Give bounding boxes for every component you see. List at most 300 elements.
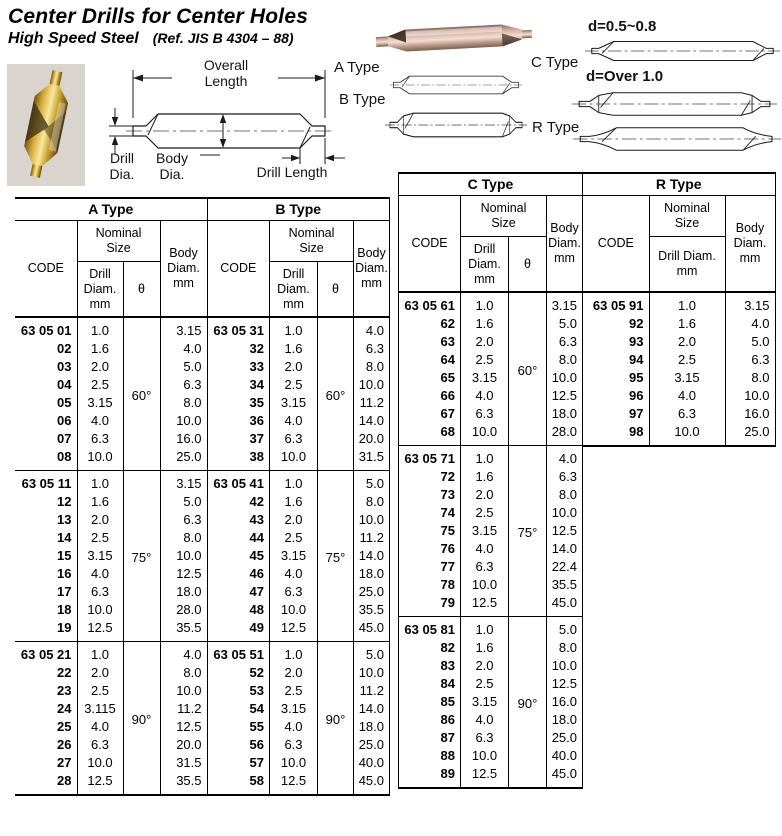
b-type-label: B Type <box>339 91 386 108</box>
body-diam-cell: 45.0 <box>547 594 583 617</box>
code-cell: 63 05 61 <box>399 292 461 315</box>
table-head <box>399 173 583 292</box>
code-cell: 49 <box>208 619 270 642</box>
code-cell: 94 <box>583 351 649 369</box>
col-drill-diam: Drill Diam. mm <box>649 237 725 293</box>
drill-diam-cell: 1.0 <box>270 317 318 340</box>
table-row <box>15 754 207 772</box>
drill-diam-cell: 2.5 <box>461 351 509 369</box>
table-row <box>399 747 583 765</box>
theta-cell: 75° <box>123 471 160 642</box>
drill-diam-cell: 4.0 <box>461 540 509 558</box>
code-cell: 13 <box>15 511 77 529</box>
table-row <box>399 693 583 711</box>
drill-diam-cell: 3.15 <box>270 394 318 412</box>
col-drill-diam: Drill Diam. mm <box>77 262 123 318</box>
body-diam-cell: 8.0 <box>160 664 207 682</box>
drill-diam-cell: 2.5 <box>649 351 725 369</box>
code-cell: 63 05 91 <box>583 292 649 315</box>
code-cell: 05 <box>15 394 77 412</box>
drill-diam-cell: 2.0 <box>77 664 123 682</box>
table-head <box>583 173 775 292</box>
table-row <box>15 430 207 448</box>
drill-diam-cell: 10.0 <box>461 747 509 765</box>
drill-diam-cell: 10.0 <box>270 754 318 772</box>
code-cell: 32 <box>208 340 270 358</box>
col-nominal-size: Nominal Size <box>77 221 160 262</box>
theta-cell: 60° <box>318 317 354 471</box>
drill-diam-cell: 4.0 <box>649 387 725 405</box>
table-row <box>399 594 583 617</box>
cr-type-spec-table <box>398 172 776 789</box>
drill-diam-cell: 2.5 <box>77 376 123 394</box>
code-cell: 23 <box>15 682 77 700</box>
body-diam-cell: 14.0 <box>354 412 390 430</box>
body-diam-cell: 5.0 <box>547 617 583 640</box>
theta-cell: 75° <box>509 446 547 617</box>
drill-diam-cell: 2.0 <box>77 358 123 376</box>
drill-diam-cell: 6.3 <box>77 736 123 754</box>
code-cell: 57 <box>208 754 270 772</box>
drill-diam-cell: 1.0 <box>649 292 725 315</box>
col-code: CODE <box>583 196 649 293</box>
drill-diam-cell: 2.0 <box>270 511 318 529</box>
drill-diam-cell: 1.0 <box>461 446 509 469</box>
code-cell: 95 <box>583 369 649 387</box>
body-diam-cell: 5.0 <box>354 471 390 494</box>
table-row <box>208 736 390 754</box>
c-type-large-drawing <box>572 85 777 123</box>
code-cell: 08 <box>15 448 77 471</box>
drill-diam-cell: 12.5 <box>77 772 123 795</box>
code-cell: 37 <box>208 430 270 448</box>
table-row <box>15 619 207 642</box>
body-diam-cell: 28.0 <box>160 601 207 619</box>
table-row <box>399 486 583 504</box>
code-block <box>15 471 207 642</box>
body-diam-cell: 14.0 <box>354 700 390 718</box>
drill-diam-cell: 3.15 <box>649 369 725 387</box>
table-row <box>399 423 583 446</box>
col-nominal-size: Nominal Size <box>461 196 547 237</box>
c-large-diameter-note: d=Over 1.0 <box>586 68 664 85</box>
body-diam-cell: 12.5 <box>547 522 583 540</box>
body-diam-cell: 8.0 <box>547 351 583 369</box>
code-cell: 92 <box>583 315 649 333</box>
code-cell: 63 05 81 <box>399 617 461 640</box>
col-theta: θ <box>318 262 354 318</box>
r-type-label: R Type <box>532 119 580 136</box>
code-cell: 66 <box>399 387 461 405</box>
drill-diam-cell: 4.0 <box>461 387 509 405</box>
table-row <box>15 547 207 565</box>
b-type-table <box>208 197 391 796</box>
theta-cell: 90° <box>509 617 547 789</box>
col-body-diam: Body Diam. mm <box>547 196 583 293</box>
drill-diam-cell: 2.5 <box>270 682 318 700</box>
page-subtitle-row <box>8 30 294 48</box>
r-type-table <box>583 172 776 447</box>
table-row <box>15 642 207 665</box>
table-row <box>208 601 390 619</box>
table-row <box>399 675 583 693</box>
table-row <box>15 340 207 358</box>
c-small-diameter-note: d=0.5~0.8 <box>588 18 657 35</box>
code-cell: 15 <box>15 547 77 565</box>
code-cell: 16 <box>15 565 77 583</box>
body-diam-cell: 31.5 <box>160 754 207 772</box>
body-diam-cell: 18.0 <box>354 565 390 583</box>
body-diam-cell: 8.0 <box>160 529 207 547</box>
code-cell: 12 <box>15 493 77 511</box>
col-body-diam: Body Diam. mm <box>354 221 390 318</box>
page-title: Center Drills for Center Holes <box>8 5 309 28</box>
table-row <box>208 340 390 358</box>
drill-diam-cell: 2.0 <box>77 511 123 529</box>
drill-diam-cell: 3.15 <box>270 700 318 718</box>
table-row <box>399 765 583 788</box>
table-row <box>583 369 775 387</box>
body-diam-cell: 16.0 <box>547 693 583 711</box>
code-cell: 78 <box>399 576 461 594</box>
table-row <box>399 558 583 576</box>
table-row <box>15 412 207 430</box>
table-row <box>15 736 207 754</box>
drill-diam-cell: 6.3 <box>461 729 509 747</box>
c-type-table <box>398 172 583 789</box>
table-row <box>399 639 583 657</box>
body-diam-cell: 10.0 <box>354 664 390 682</box>
table-row <box>15 601 207 619</box>
drill-diam-cell: 4.0 <box>77 565 123 583</box>
drill-length-label: Drill Length <box>256 164 328 180</box>
body-diam-cell: 35.5 <box>354 601 390 619</box>
table-row <box>399 504 583 522</box>
code-cell: 43 <box>208 511 270 529</box>
body-diam-cell: 8.0 <box>725 369 775 387</box>
type-title: R Type <box>583 173 775 196</box>
drill-diam-cell: 2.5 <box>461 675 509 693</box>
table-row <box>208 565 390 583</box>
table-row <box>15 682 207 700</box>
code-cell: 72 <box>399 468 461 486</box>
table-row <box>208 511 390 529</box>
body-diam-cell: 5.0 <box>160 358 207 376</box>
body-diam-cell: 6.3 <box>725 351 775 369</box>
body-diam-cell: 6.3 <box>160 376 207 394</box>
code-cell: 55 <box>208 718 270 736</box>
table-row <box>583 423 775 446</box>
table-row <box>208 471 390 494</box>
table-row <box>208 754 390 772</box>
drill-diam-cell: 6.3 <box>270 736 318 754</box>
drill-diam-cell: 6.3 <box>270 583 318 601</box>
code-cell: 27 <box>15 754 77 772</box>
table-row <box>208 583 390 601</box>
table-row <box>399 292 583 315</box>
drill-diam-cell: 12.5 <box>461 765 509 788</box>
drill-diam-cell: 1.6 <box>461 315 509 333</box>
code-cell: 79 <box>399 594 461 617</box>
code-cell: 42 <box>208 493 270 511</box>
col-theta: θ <box>509 237 547 293</box>
body-diam-cell: 45.0 <box>547 765 583 788</box>
drill-diam-cell: 6.3 <box>270 430 318 448</box>
drill-diam-cell: 3.15 <box>461 693 509 711</box>
drill-diam-cell: 3.15 <box>270 547 318 565</box>
body-diam-cell: 25.0 <box>725 423 775 446</box>
code-cell: 53 <box>208 682 270 700</box>
table-row <box>15 471 207 494</box>
body-diam-cell: 6.3 <box>547 468 583 486</box>
drill-diam-cell: 2.5 <box>77 682 123 700</box>
drill-diam-cell: 2.0 <box>461 657 509 675</box>
body-diam-cell: 5.0 <box>725 333 775 351</box>
table-row <box>15 511 207 529</box>
table-row <box>208 430 390 448</box>
code-cell: 22 <box>15 664 77 682</box>
table-row <box>15 583 207 601</box>
code-cell: 93 <box>583 333 649 351</box>
code-cell: 73 <box>399 486 461 504</box>
table-row <box>583 405 775 423</box>
body-diam-cell: 12.5 <box>160 565 207 583</box>
code-cell: 76 <box>399 540 461 558</box>
body-diam-cell: 3.15 <box>160 317 207 340</box>
body-diam-cell: 5.0 <box>547 315 583 333</box>
drill-diam-cell: 2.5 <box>270 376 318 394</box>
body-diam-cell: 35.5 <box>160 772 207 795</box>
drill-diam-cell: 4.0 <box>461 711 509 729</box>
table-row <box>583 333 775 351</box>
body-diam-cell: 12.5 <box>160 718 207 736</box>
table-row <box>15 529 207 547</box>
table-row <box>399 446 583 469</box>
body-diam-cell: 31.5 <box>354 448 390 471</box>
code-cell: 64 <box>399 351 461 369</box>
table-row <box>399 729 583 747</box>
code-cell: 74 <box>399 504 461 522</box>
body-diam-cell: 10.0 <box>547 657 583 675</box>
drill-diam-cell: 1.6 <box>77 340 123 358</box>
drill-diam-cell: 4.0 <box>77 412 123 430</box>
body-diam-cell: 18.0 <box>160 583 207 601</box>
table-row <box>208 547 390 565</box>
code-cell: 35 <box>208 394 270 412</box>
theta-cell: 60° <box>123 317 160 471</box>
material-subtitle: High Speed Steel <box>8 30 139 47</box>
table-head <box>15 198 207 317</box>
body-diam-cell: 20.0 <box>160 736 207 754</box>
code-cell: 28 <box>15 772 77 795</box>
drill-diam-cell: 6.3 <box>77 430 123 448</box>
body-diam-cell: 10.0 <box>354 511 390 529</box>
code-block <box>399 292 583 446</box>
table-row <box>583 387 775 405</box>
body-diam-cell: 8.0 <box>354 358 390 376</box>
code-cell: 54 <box>208 700 270 718</box>
body-diam-cell: 10.0 <box>160 412 207 430</box>
body-diam-cell: 11.2 <box>160 700 207 718</box>
code-cell: 46 <box>208 565 270 583</box>
drill-diam-cell: 2.0 <box>270 664 318 682</box>
code-cell: 75 <box>399 522 461 540</box>
drill-diam-cell: 2.0 <box>270 358 318 376</box>
a-type-drawing <box>390 70 522 100</box>
table-row <box>399 540 583 558</box>
table-row <box>15 358 207 376</box>
code-cell: 47 <box>208 583 270 601</box>
table-row <box>399 351 583 369</box>
code-block <box>399 617 583 789</box>
code-cell: 02 <box>15 340 77 358</box>
code-cell: 34 <box>208 376 270 394</box>
code-cell: 68 <box>399 423 461 446</box>
drill-diam-cell: 3.15 <box>461 522 509 540</box>
body-diam-cell: 12.5 <box>547 387 583 405</box>
code-cell: 52 <box>208 664 270 682</box>
table-row <box>15 772 207 795</box>
drill-diam-cell: 6.3 <box>461 405 509 423</box>
drill-diam-cell: 4.0 <box>270 718 318 736</box>
type-title: B Type <box>208 198 390 221</box>
body-diam-cell: 4.0 <box>547 446 583 469</box>
body-diam-cell: 14.0 <box>547 540 583 558</box>
table-row <box>15 376 207 394</box>
body-diam-cell: 25.0 <box>354 736 390 754</box>
drill-diam-cell: 10.0 <box>270 448 318 471</box>
gold-drill-photo <box>7 64 85 186</box>
code-cell: 24 <box>15 700 77 718</box>
body-diam-cell: 40.0 <box>354 754 390 772</box>
code-cell: 63 05 01 <box>15 317 77 340</box>
body-diam-cell: 4.0 <box>160 340 207 358</box>
code-cell: 84 <box>399 675 461 693</box>
table-row <box>15 448 207 471</box>
code-cell: 17 <box>15 583 77 601</box>
code-cell: 77 <box>399 558 461 576</box>
body-diam-cell: 11.2 <box>354 394 390 412</box>
table-row <box>208 412 390 430</box>
col-drill-diam: Drill Diam. mm <box>270 262 318 318</box>
body-diam-cell: 10.0 <box>160 547 207 565</box>
table-row <box>15 394 207 412</box>
col-theta: θ <box>123 262 160 318</box>
table-row <box>208 619 390 642</box>
code-cell: 89 <box>399 765 461 788</box>
drill-diam-cell: 10.0 <box>77 448 123 471</box>
body-diam-cell: 4.0 <box>354 317 390 340</box>
body-diam-cell: 3.15 <box>725 292 775 315</box>
drill-diam-cell: 4.0 <box>77 718 123 736</box>
body-diam-cell: 8.0 <box>354 493 390 511</box>
overall-length-label: Overall Length <box>203 57 249 89</box>
body-diam-cell: 6.3 <box>354 340 390 358</box>
drill-diam-cell: 1.6 <box>461 639 509 657</box>
code-cell: 36 <box>208 412 270 430</box>
col-body-diam: Body Diam. mm <box>160 221 207 318</box>
body-diam-cell: 45.0 <box>354 619 390 642</box>
body-dia-label: Body Dia. <box>156 150 188 182</box>
code-block <box>15 642 207 796</box>
drill-diam-cell: 6.3 <box>461 558 509 576</box>
table-row <box>208 682 390 700</box>
body-diam-cell: 10.0 <box>547 504 583 522</box>
drill-diam-cell: 2.0 <box>649 333 725 351</box>
table-row <box>208 700 390 718</box>
col-code: CODE <box>399 196 461 293</box>
body-diam-cell: 16.0 <box>160 430 207 448</box>
table-row <box>399 657 583 675</box>
drill-diam-cell: 3.15 <box>461 369 509 387</box>
drill-diam-cell: 1.0 <box>270 471 318 494</box>
table-row <box>15 718 207 736</box>
col-code: CODE <box>15 221 77 318</box>
body-diam-cell: 6.3 <box>160 511 207 529</box>
code-cell: 07 <box>15 430 77 448</box>
body-diam-cell: 18.0 <box>547 711 583 729</box>
drill-diam-cell: 1.0 <box>461 617 509 640</box>
table-row <box>399 576 583 594</box>
theta-cell: 60° <box>509 292 547 446</box>
body-diam-cell: 25.0 <box>160 448 207 471</box>
code-cell: 82 <box>399 639 461 657</box>
code-cell: 63 05 21 <box>15 642 77 665</box>
code-block <box>583 292 775 446</box>
col-nominal-size: Nominal Size <box>270 221 354 262</box>
code-cell: 63 <box>399 333 461 351</box>
code-cell: 63 05 41 <box>208 471 270 494</box>
body-diam-cell: 16.0 <box>725 405 775 423</box>
table-row <box>15 493 207 511</box>
table-row <box>208 664 390 682</box>
body-diam-cell: 4.0 <box>725 315 775 333</box>
code-cell: 26 <box>15 736 77 754</box>
body-diam-cell: 5.0 <box>354 642 390 665</box>
table-row <box>208 642 390 665</box>
body-diam-cell: 11.2 <box>354 529 390 547</box>
code-cell: 87 <box>399 729 461 747</box>
body-diam-cell: 8.0 <box>160 394 207 412</box>
code-cell: 14 <box>15 529 77 547</box>
body-diam-cell: 25.0 <box>547 729 583 747</box>
body-diam-cell: 10.0 <box>725 387 775 405</box>
table-row <box>15 664 207 682</box>
drill-diam-cell: 3.15 <box>77 547 123 565</box>
body-diam-cell: 35.5 <box>160 619 207 642</box>
code-block <box>208 471 390 642</box>
code-cell: 04 <box>15 376 77 394</box>
table-row <box>208 772 390 795</box>
body-diam-cell: 35.5 <box>547 576 583 594</box>
a-type-table <box>15 197 208 796</box>
code-block <box>399 446 583 617</box>
code-cell: 97 <box>583 405 649 423</box>
body-diam-cell: 5.0 <box>160 493 207 511</box>
drill-diam-cell: 1.0 <box>270 642 318 665</box>
table-row <box>583 315 775 333</box>
drill-diam-cell: 10.0 <box>77 601 123 619</box>
body-diam-cell: 22.4 <box>547 558 583 576</box>
table-row <box>208 394 390 412</box>
code-cell: 38 <box>208 448 270 471</box>
col-drill-diam: Drill Diam. mm <box>461 237 509 293</box>
table-row <box>208 317 390 340</box>
table-row <box>208 358 390 376</box>
col-body-diam: Body Diam. mm <box>725 196 775 293</box>
code-cell: 67 <box>399 405 461 423</box>
drill-diam-cell: 4.0 <box>270 412 318 430</box>
